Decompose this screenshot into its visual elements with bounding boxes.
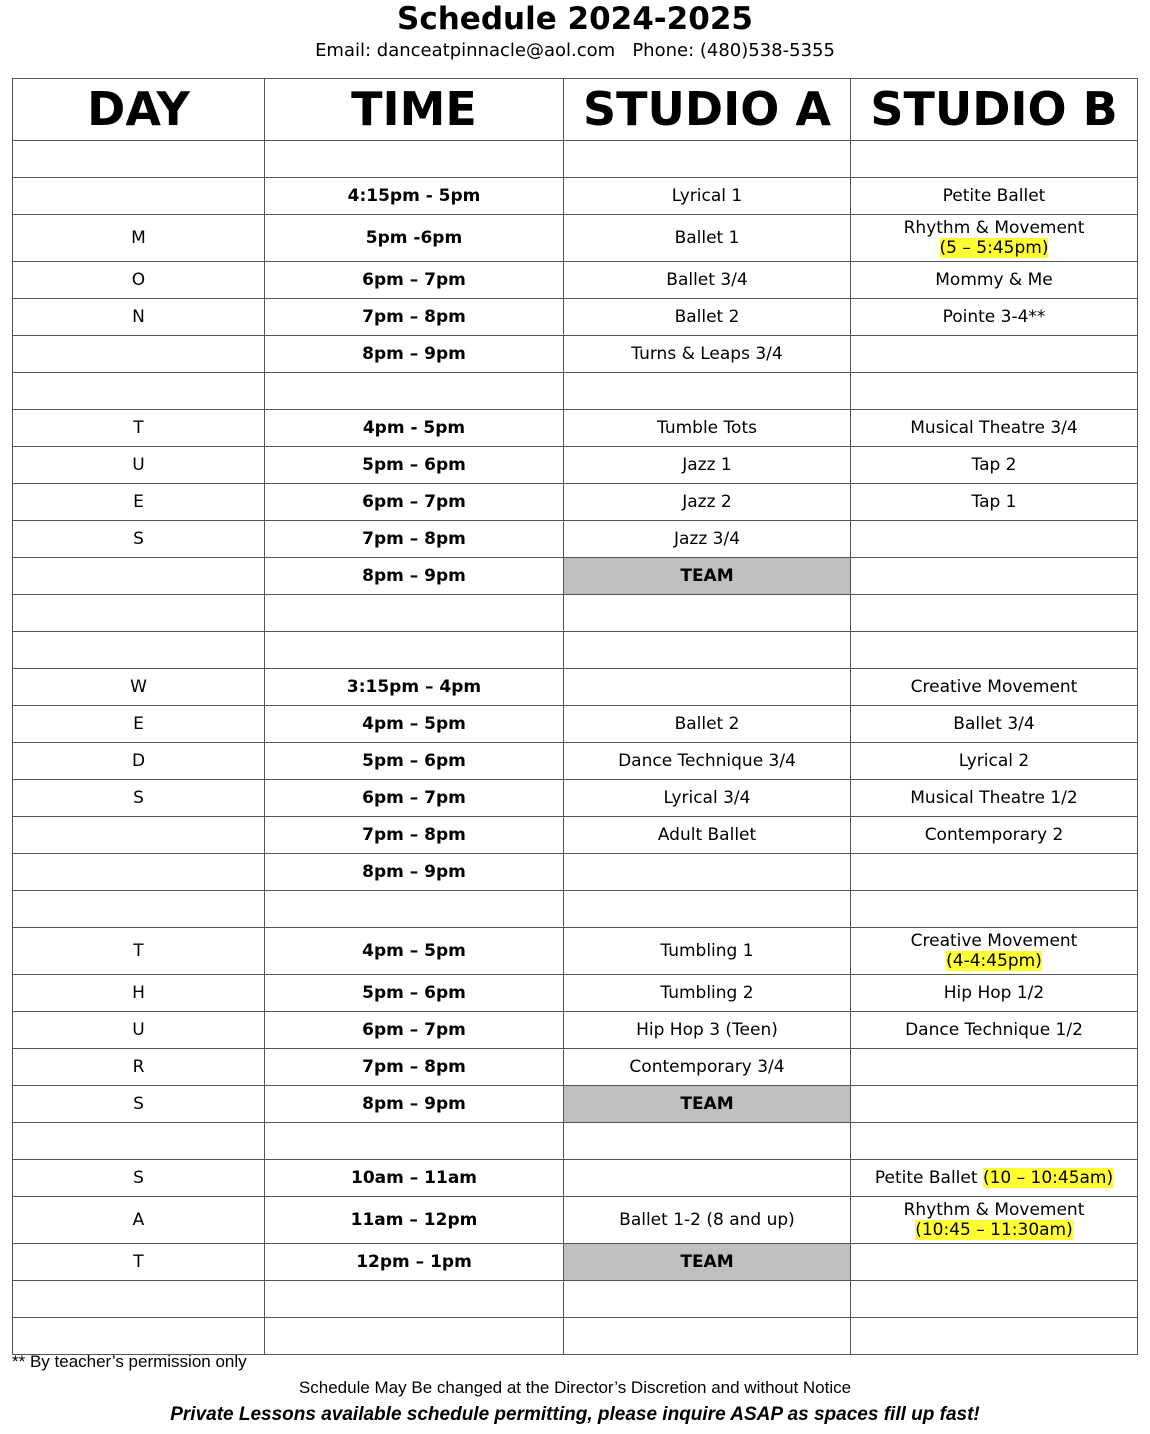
studio-b-cell [851,706,1138,743]
studio-b-class: Rhythm & Movement [903,218,1085,238]
time-cell [265,1086,564,1123]
studio-b-cell [851,336,1138,373]
time-cell [265,1049,564,1086]
table-row [13,336,1138,373]
table-row [13,178,1138,215]
table-row [13,521,1138,558]
studio-a-cell [564,262,851,299]
studio-b-cell [851,1318,1138,1355]
table-row [13,854,1138,891]
table-row [13,1197,1138,1244]
studio-a-cell [564,975,851,1012]
day-letter: S [133,1168,144,1188]
studio-a-class: Tumbling 2 [660,983,754,1003]
day-letter: E [133,492,144,512]
time-cell [265,141,564,178]
table-row [13,743,1138,780]
studio-a-class: TEAM [680,1252,734,1272]
studio-b-cell [851,484,1138,521]
studio-b-class: Petite Ballet [874,1168,978,1188]
studio-b-cell [851,178,1138,215]
studio-a-cell [564,1281,851,1318]
table-row [13,484,1138,521]
day-cell [13,215,265,262]
time-label: 6pm – 7pm [362,1020,466,1040]
studio-b-class: Rhythm & Movement [903,1200,1085,1220]
studio-a-class: Jazz 3/4 [673,529,741,549]
time-note-highlight: (5 – 5:45pm) [939,238,1049,258]
studio-a-cell [564,336,851,373]
time-cell [265,1244,564,1281]
studio-a-cell [564,1123,851,1160]
time-label: 8pm – 9pm [362,566,466,586]
studio-a-cell [564,817,851,854]
studio-b-class: Petite Ballet [942,186,1046,206]
time-label: 10am – 11am [350,1168,478,1188]
day-letter: R [132,1057,145,1077]
studio-b-cell [851,1012,1138,1049]
studio-a-cell [564,484,851,521]
day-letter: S [133,1094,144,1114]
studio-a-class: Ballet 3/4 [666,270,748,290]
studio-a-cell [564,928,851,975]
time-note-highlight: (4-4:45pm) [946,951,1042,971]
day-letter: U [132,1020,145,1040]
day-letter: T [133,941,144,961]
studio-b-cell [851,891,1138,928]
studio-a-class: TEAM [680,566,734,586]
studio-a-cell [564,373,851,410]
studio-b-cell [851,1197,1138,1244]
day-cell [13,336,265,373]
day-cell [13,1123,265,1160]
day-cell [13,928,265,975]
time-cell [265,780,564,817]
day-cell [13,854,265,891]
day-letter: U [132,455,145,475]
day-cell [13,484,265,521]
studio-b-class: Creative Movement [910,931,1078,951]
day-letter: D [131,751,146,771]
studio-b-cell [851,1049,1138,1086]
studio-b-class: Hip Hop 1/2 [943,983,1045,1003]
time-cell [265,558,564,595]
day-letter: E [133,714,144,734]
table-row [13,1086,1138,1123]
day-cell [13,632,265,669]
studio-a-class: Ballet 2 [674,307,740,327]
studio-a-class: Tumbling 1 [660,941,754,961]
time-label: 4pm - 5pm [362,418,466,438]
time-cell [265,1197,564,1244]
time-cell [265,521,564,558]
day-letter: S [133,788,144,808]
time-label: 8pm – 9pm [362,862,466,882]
studio-b-cell [851,1123,1138,1160]
day-cell [13,178,265,215]
day-cell [13,669,265,706]
studio-a-class: Adult Ballet [657,825,757,845]
time-cell [265,373,564,410]
day-letter: N [132,307,145,327]
time-cell [265,215,564,262]
table-row [13,1012,1138,1049]
studio-b-class: Mommy & Me [935,270,1053,290]
time-label: 4:15pm - 5pm [347,186,481,206]
day-cell [13,410,265,447]
header-row [13,79,1138,141]
team-block [564,558,851,595]
day-cell [13,1086,265,1123]
day-cell [13,1160,265,1197]
time-label: 11am – 12pm [350,1210,478,1230]
table-row [13,1049,1138,1086]
studio-b-cell [851,1281,1138,1318]
team-block [564,1244,851,1281]
studio-b-cell [851,817,1138,854]
time-cell [265,1281,564,1318]
time-label: 6pm – 7pm [362,270,466,290]
studio-a-cell [564,178,851,215]
studio-a-cell [564,1160,851,1197]
time-label: 3:15pm – 4pm [346,677,482,697]
table-row [13,1318,1138,1355]
table-row [13,928,1138,975]
studio-b-class: Creative Movement [910,677,1078,697]
time-cell [265,854,564,891]
day-cell [13,1281,265,1318]
day-cell [13,975,265,1012]
schedule-notice: Schedule May Be changed at the Director’s Discretion and without Notice [298,1378,852,1397]
contact-line: Email: danceatpinnacle@aol.com Phone: (480)538-5355 [315,40,835,61]
time-cell [265,1318,564,1355]
header-studio-b: STUDIO B [851,79,1138,141]
studio-b-cell [851,669,1138,706]
time-cell [265,595,564,632]
day-cell [13,1318,265,1355]
day-cell [13,141,265,178]
team-block [564,1086,851,1123]
day-cell [13,817,265,854]
studio-b-class: Ballet 3/4 [953,714,1035,734]
studio-b-class: Lyrical 2 [958,751,1030,771]
day-cell [13,743,265,780]
time-cell [265,706,564,743]
studio-a-class: Contemporary 3/4 [629,1057,785,1077]
studio-a-cell [564,1012,851,1049]
studio-b-cell [851,1086,1138,1123]
day-letter: T [133,1252,144,1272]
day-cell [13,1197,265,1244]
time-cell [265,336,564,373]
time-cell [265,484,564,521]
header-studio-a: STUDIO A [564,79,851,141]
day-letter: T [133,418,144,438]
studio-a-class: Ballet 1-2 (8 and up) [619,1210,795,1230]
studio-b-cell [851,558,1138,595]
day-letter: W [130,677,147,697]
table-row [13,1123,1138,1160]
day-cell [13,1012,265,1049]
time-cell [265,299,564,336]
table-row [13,1281,1138,1318]
studio-a-cell [564,891,851,928]
page-title: Schedule 2024-2025 [397,1,753,37]
studio-b-cell [851,141,1138,178]
studio-a-class: Hip Hop 3 (Teen) [636,1020,778,1040]
day-cell [13,1049,265,1086]
studio-a-cell [564,1049,851,1086]
table-row [13,891,1138,928]
time-cell [265,1123,564,1160]
table-row [13,595,1138,632]
time-note-highlight: (10 – 10:45am) [982,1168,1114,1188]
studio-b-class: Tap 1 [971,492,1017,512]
studio-b-cell [851,299,1138,336]
studio-a-cell [564,595,851,632]
table-row [13,141,1138,178]
studio-b-cell [851,975,1138,1012]
table-row [13,1244,1138,1281]
studio-b-class: Musical Theatre 3/4 [910,418,1078,438]
studio-a-cell [564,141,851,178]
table-row [13,299,1138,336]
studio-b-cell [851,1160,1138,1197]
studio-b-cell [851,780,1138,817]
studio-b-cell [851,595,1138,632]
studio-b-cell [851,928,1138,975]
time-cell [265,817,564,854]
studio-b-cell [851,215,1138,262]
studio-b-class: Dance Technique 1/2 [905,1020,1083,1040]
day-cell [13,780,265,817]
time-label: 5pm – 6pm [362,983,466,1003]
studio-a-class: Jazz 1 [682,455,732,475]
day-cell [13,558,265,595]
studio-a-class: Tumble Tots [657,418,757,438]
time-label: 4pm – 5pm [362,941,466,961]
time-cell [265,410,564,447]
day-letter: H [132,983,145,1003]
day-cell [13,595,265,632]
studio-b-cell [851,1244,1138,1281]
time-label: 12pm – 1pm [356,1252,472,1272]
header-day: DAY [13,79,265,141]
header-time: TIME [265,79,564,141]
time-cell [265,669,564,706]
studio-b-cell [851,447,1138,484]
studio-a-cell [564,1318,851,1355]
time-cell [265,743,564,780]
time-label: 8pm – 9pm [362,344,466,364]
studio-b-cell [851,521,1138,558]
time-label: 4pm – 5pm [362,714,466,734]
time-label: 7pm – 8pm [362,1057,466,1077]
studio-a-cell [564,521,851,558]
time-label: 5pm – 6pm [362,751,466,771]
day-letter: O [131,270,146,290]
studio-b-cell [851,854,1138,891]
time-label: 6pm – 7pm [362,788,466,808]
time-cell [265,1160,564,1197]
table-row [13,669,1138,706]
time-label: 7pm – 8pm [362,825,466,845]
time-cell [265,178,564,215]
table-row [13,410,1138,447]
time-note-highlight: (10:45 – 11:30am) [915,1220,1073,1240]
time-label: 5pm -6pm [365,228,463,248]
studio-a-class: Lyrical 1 [671,186,743,206]
footnote: ** By teacher’s permission only [12,1352,247,1371]
studio-a-cell [564,780,851,817]
table-row [13,215,1138,262]
time-cell [265,447,564,484]
table-row [13,1160,1138,1197]
studio-b-class: Tap 2 [971,455,1017,475]
day-cell [13,299,265,336]
studio-a-cell [564,706,851,743]
day-letter: M [131,228,146,248]
studio-b-cell [851,262,1138,299]
studio-a-class: Ballet 2 [674,714,740,734]
studio-a-cell [564,215,851,262]
time-cell [265,262,564,299]
studio-a-cell [564,299,851,336]
studio-b-class: Contemporary 2 [924,825,1064,845]
studio-b-class: Musical Theatre 1/2 [910,788,1078,808]
studio-a-class: Jazz 2 [682,492,732,512]
schedule-body [13,141,1138,1355]
studio-b-cell [851,632,1138,669]
table-row [13,262,1138,299]
time-cell [265,1012,564,1049]
day-cell [13,447,265,484]
time-label: 7pm – 8pm [362,307,466,327]
studio-a-class: TEAM [680,1094,734,1114]
studio-a-class: Turns & Leaps 3/4 [631,344,783,364]
table-row [13,373,1138,410]
studio-a-class: Ballet 1 [674,228,740,248]
day-letter: A [132,1210,145,1230]
table-row [13,558,1138,595]
day-cell [13,262,265,299]
day-cell [13,706,265,743]
studio-a-cell [564,447,851,484]
studio-b-class: Pointe 3-4** [942,307,1046,327]
table-row [13,975,1138,1012]
studio-a-class: Dance Technique 3/4 [618,751,796,771]
table-row [13,780,1138,817]
studio-a-cell [564,632,851,669]
day-letter: S [133,529,144,549]
schedule-table [12,78,1138,1355]
table-row [13,447,1138,484]
studio-a-cell [564,410,851,447]
studio-a-cell [564,743,851,780]
studio-a-cell [564,1197,851,1244]
day-cell [13,1244,265,1281]
time-cell [265,928,564,975]
studio-b-cell [851,373,1138,410]
studio-a-cell [564,854,851,891]
studio-a-cell [564,669,851,706]
time-label: 5pm – 6pm [362,455,466,475]
table-row [13,632,1138,669]
time-cell [265,891,564,928]
time-cell [265,975,564,1012]
time-label: 8pm – 9pm [362,1094,466,1114]
day-cell [13,521,265,558]
day-cell [13,891,265,928]
studio-a-class: Lyrical 3/4 [663,788,751,808]
private-lessons-note: Private Lessons available schedule permitting, please inquire ASAP as spaces fill up fast! [170,1404,980,1425]
day-cell [13,373,265,410]
time-label: 7pm – 8pm [362,529,466,549]
studio-b-cell [851,410,1138,447]
studio-b-cell [851,743,1138,780]
table-row [13,706,1138,743]
time-label: 6pm – 7pm [362,492,466,512]
time-cell [265,632,564,669]
table-row [13,817,1138,854]
